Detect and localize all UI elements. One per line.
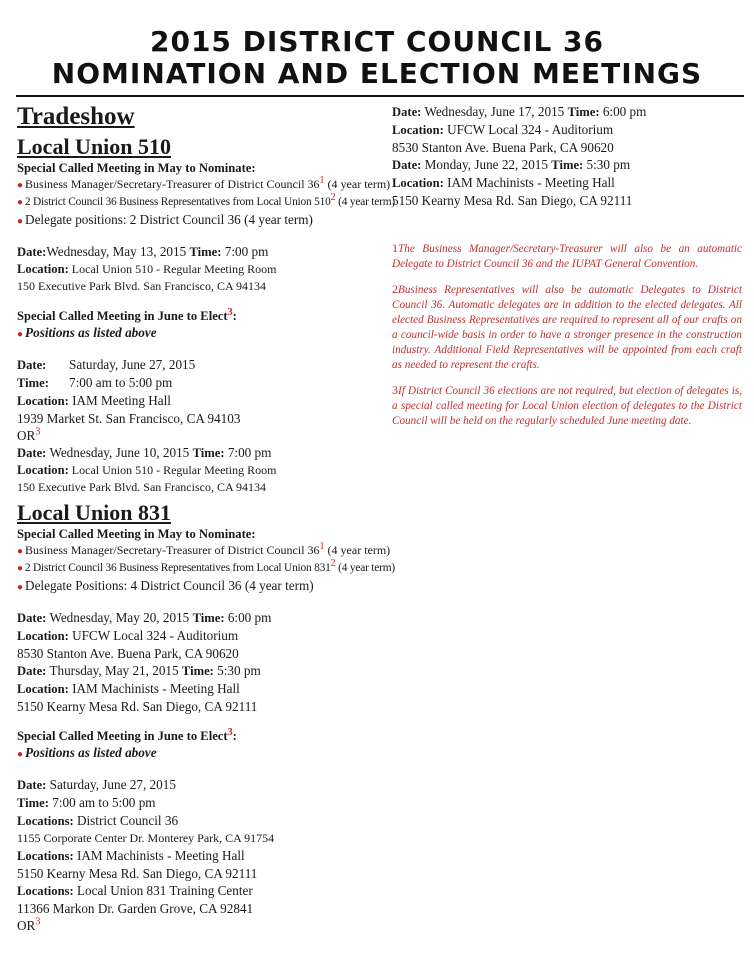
term-text: (4 year term) <box>338 562 395 574</box>
footnote-text: The Business Manager/Secretary-Treasurer will also be an automatic Delegate to District Council 36 and the IUPAT General Convention. <box>392 243 742 270</box>
union-510-june-location <box>17 392 377 410</box>
union-831-june-date <box>17 776 377 794</box>
footnote-ref: 3 <box>35 916 41 928</box>
location-label: Locations: <box>17 849 74 863</box>
union-510-bullet-3 <box>17 211 377 230</box>
alt2-date <box>392 156 742 174</box>
union-510-may-address: 150 Executive Park Blvd. San Francisco, CA 94134 <box>17 279 266 293</box>
location-label: Location: <box>17 682 69 696</box>
bullet-text: Business Manager/Secretary-Treasurer of District Council 36 <box>25 543 320 557</box>
location-value: IAM Meeting Hall <box>72 393 171 408</box>
footnote-number: 3 <box>392 383 398 397</box>
date-label: Date: <box>17 245 47 259</box>
time-value: 7:00 pm <box>224 244 269 259</box>
time-label: Time: <box>192 611 225 625</box>
time-value: 7:00 am to 5:00 pm <box>69 375 173 390</box>
time-value: 5:30 pm <box>586 157 631 172</box>
bullet-text: 2 District Council 36 Business Representatives from Local Union 831 <box>24 562 331 574</box>
time-label: Time: <box>189 245 222 259</box>
time-label: Time: <box>567 105 600 119</box>
union-510-bullet-1 <box>17 175 391 194</box>
union-831-or <box>17 917 377 934</box>
date-label: Date: <box>17 664 47 678</box>
union-831-bullet-2 <box>17 558 395 577</box>
alt1-address: 8530 Stanton Ave. Buena Park, CA 90620 <box>392 140 614 155</box>
location-value: Local Union 831 Training Center <box>76 883 253 898</box>
date-value: Saturday, June 27, 2015 <box>49 777 176 792</box>
union-831-loc1 <box>17 812 377 830</box>
elect-heading-text: Special Called Meeting in June to Elect <box>17 729 228 743</box>
term-text: (4 year term) <box>327 177 391 191</box>
time-value: 6:00 pm <box>227 610 272 625</box>
union-831-may1-address: 8530 Stanton Ave. Buena Park, CA 90620 <box>17 646 239 661</box>
footnote-text: Business Representatives will also be automatic Delegates to District Council 36. Automatic delegates are in addition to the elected delegates. All elected Business Representatives are required to represent all of our crafts on a council-wide basis in order to have a stronger presence in the construction industry. Additional Field Representatives will be appointed from each craft as needed to represent the crafts. <box>392 284 742 371</box>
date-value: Thursday, May 21, 2015 <box>49 663 179 678</box>
header-title-line1: 2015 DISTRICT COUNCIL 36 <box>149 25 605 58</box>
footnote-3 <box>392 383 742 429</box>
or-text: OR <box>17 918 36 933</box>
bullet-text: 2 District Council 36 Business Representatives from Local Union 510 <box>24 196 331 208</box>
location-label: Locations: <box>17 884 74 898</box>
footnote-ref: 3 <box>35 426 41 438</box>
union-510-elect-heading <box>17 308 377 324</box>
union-510-may-date <box>17 243 377 261</box>
union-831-bullet-1 <box>17 541 391 560</box>
date-label: Date: <box>17 446 47 460</box>
bullet-text: Delegate positions: 2 District Council 36 (4 year term) <box>25 212 313 227</box>
footnote-ref: 3 <box>227 726 233 738</box>
bullet-icon: ● <box>17 180 24 191</box>
location-label: Location: <box>17 463 69 477</box>
section-title: Tradeshow <box>17 103 135 130</box>
location-value: UFCW Local 324 - Auditorium <box>72 628 239 643</box>
location-value: Local Union 510 - Regular Meeting Room <box>71 463 277 477</box>
time-value: 6:00 pm <box>602 104 647 119</box>
union-831-loc3 <box>17 882 377 900</box>
union-831-may2-date <box>17 662 377 680</box>
term-text: (4 year term) <box>338 196 395 208</box>
bullet-icon: ● <box>17 546 24 557</box>
date-value: Wednesday, June 17, 2015 <box>424 104 565 119</box>
footnotes <box>392 241 742 429</box>
union-831-loc2-address: 5150 Kearny Mesa Rd. San Diego, CA 92111 <box>17 866 258 881</box>
footnote-2 <box>392 282 742 373</box>
union-831-bullet-3 <box>17 577 377 596</box>
footnote-ref: 3 <box>227 306 233 318</box>
date-value: Wednesday, May 20, 2015 <box>49 610 190 625</box>
alt1-date <box>392 103 742 121</box>
footnote-number: 1 <box>392 241 398 255</box>
footnote-number: 2 <box>392 282 398 296</box>
union-510-june-time <box>17 374 377 392</box>
term-text: (4 year term) <box>327 543 391 557</box>
location-value: IAM Machinists - Meeting Hall <box>447 175 615 190</box>
union-510-elect-bullet <box>17 324 377 343</box>
elect-colon: : <box>232 729 237 743</box>
date-value: Wednesday, May 13, 2015 <box>46 244 187 259</box>
bullet-icon: ● <box>17 563 23 574</box>
union-831-loc1-address: 1155 Corporate Center Dr. Monterey Park, CA 91754 <box>17 831 275 845</box>
time-label: Time: <box>181 664 214 678</box>
union-510-alt-address: 150 Executive Park Blvd. San Francisco, CA 94134 <box>17 480 266 494</box>
date-label: Date: <box>17 611 47 625</box>
alt2-location <box>392 174 742 192</box>
date-label: Date: <box>17 778 47 792</box>
date-label: Date: <box>17 358 47 372</box>
date-label: Date: <box>392 105 422 119</box>
location-value: UFCW Local 324 - Auditorium <box>447 122 614 137</box>
footnote-text: If District Council 36 elections are not required, but election of delegates is, a special called meeting for Local Union election of delegates to the District Council will be held on the regularly scheduled June meeting date. <box>392 385 742 427</box>
page-header <box>0 0 754 96</box>
bullet-icon: ● <box>17 749 24 760</box>
right-column <box>392 103 742 439</box>
time-label: Time: <box>17 376 49 390</box>
footnote-1 <box>392 241 742 272</box>
union-831-elect-heading <box>17 728 377 744</box>
time-value: 7:00 am to 5:00 pm <box>52 795 156 810</box>
union-831-title: Local Union 831 <box>17 500 172 525</box>
union-510-nominate-heading: Special Called Meeting in May to Nominate: <box>17 161 256 175</box>
union-510-alt-location <box>17 462 377 479</box>
union-831-nominate-heading: Special Called Meeting in May to Nominate: <box>17 527 256 541</box>
bullet-text: Positions as listed above <box>25 745 157 760</box>
bullet-icon: ● <box>17 197 23 208</box>
left-column <box>17 100 395 934</box>
union-510-title: Local Union 510 <box>17 134 172 159</box>
time-label: Time: <box>551 158 584 172</box>
location-value: Local Union 510 - Regular Meeting Room <box>71 262 277 276</box>
elect-heading-text: Special Called Meeting in June to Elect <box>17 309 228 323</box>
bullet-icon: ● <box>17 329 24 340</box>
footnote-ref: 2 <box>330 192 336 204</box>
union-831-may1-date <box>17 609 377 627</box>
location-label: Location: <box>17 262 69 276</box>
union-510-june-address: 1939 Market St. San Francisco, CA 94103 <box>17 411 241 426</box>
date-value: Wednesday, June 10, 2015 <box>49 445 190 460</box>
union-510-bullet-2 <box>17 192 395 211</box>
bullet-text: Business Manager/Secretary-Treasurer of District Council 36 <box>25 177 320 191</box>
union-510-or <box>17 427 377 444</box>
union-510-june-date <box>17 356 377 374</box>
union-831-elect-bullet <box>17 744 377 763</box>
location-value: IAM Machinists - Meeting Hall <box>76 848 245 863</box>
location-label: Locations: <box>17 814 74 828</box>
alt1-location <box>392 121 742 139</box>
location-label: Location: <box>17 394 69 408</box>
or-text: OR <box>17 428 36 443</box>
time-value: 5:30 pm <box>217 663 261 678</box>
elect-colon: : <box>232 309 237 323</box>
alt2-address: 5150 Kearny Mesa Rd. San Diego, CA 92111 <box>392 193 633 208</box>
location-label: Location: <box>17 629 69 643</box>
union-831-loc2 <box>17 847 377 865</box>
date-value: Saturday, June 27, 2015 <box>69 357 196 372</box>
bullet-text: Positions as listed above <box>25 325 157 340</box>
location-value: District Council 36 <box>76 813 179 828</box>
union-831-may1-location <box>17 627 377 645</box>
union-831-june-time <box>17 794 377 812</box>
union-831-may2-address: 5150 Kearny Mesa Rd. San Diego, CA 92111 <box>17 699 258 714</box>
union-831-may2-location <box>17 680 377 698</box>
union-510-may-location <box>17 261 377 278</box>
union-510-alt-date <box>17 444 377 462</box>
time-value: 7:00 pm <box>227 445 272 460</box>
footnote-ref: 1 <box>319 175 325 186</box>
header-title-line2: NOMINATION AND ELECTION MEETINGS <box>51 57 703 90</box>
time-label: Time: <box>192 446 225 460</box>
bullet-text: Delegate Positions: 4 District Council 36 (4 year term) <box>25 578 314 593</box>
date-label: Date: <box>392 158 422 172</box>
date-value: Monday, June 22, 2015 <box>424 157 548 172</box>
location-value: IAM Machinists - Meeting Hall <box>72 681 240 696</box>
footnote-ref: 2 <box>330 558 336 570</box>
bullet-icon: ● <box>17 582 24 593</box>
footnote-ref: 1 <box>319 541 325 552</box>
bullet-icon: ● <box>17 216 24 227</box>
location-label: Location: <box>392 123 444 137</box>
time-label: Time: <box>17 796 49 810</box>
union-831-loc3-address: 11366 Markon Dr. Garden Grove, CA 92841 <box>17 901 254 916</box>
header-divider <box>16 95 744 97</box>
location-label: Location: <box>392 176 444 190</box>
